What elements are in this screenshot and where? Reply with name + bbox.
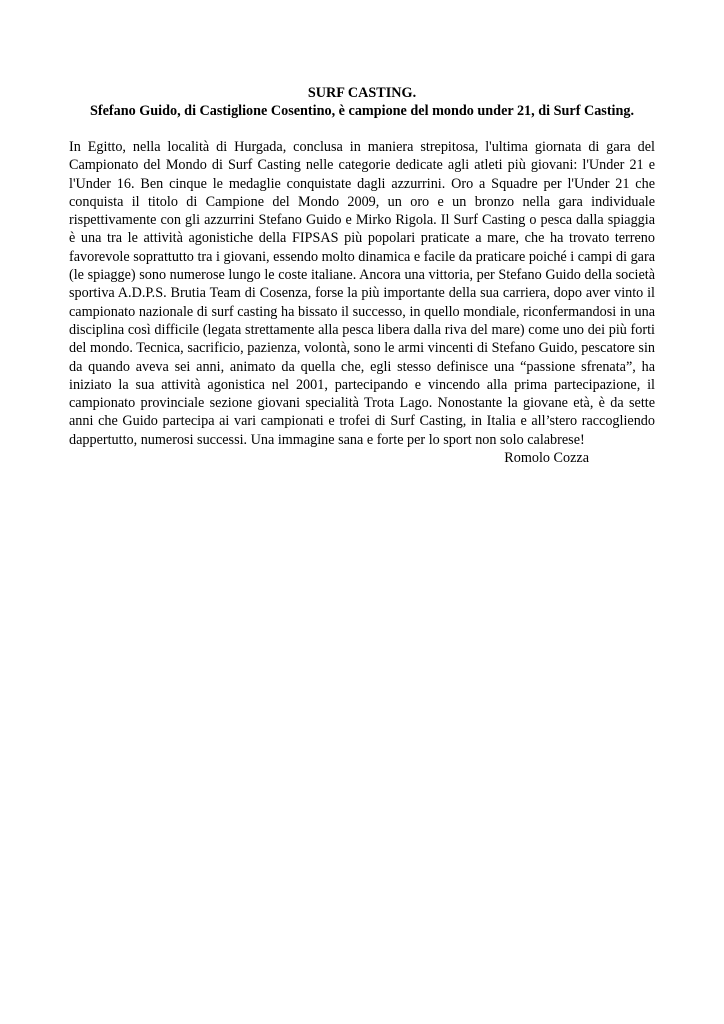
document-title: SURF CASTING. [307,85,417,101]
document-subtitle: Sfefano Guido, di Castiglione Cosentino, è campione del mondo under 21, di Surf Casting. [89,103,635,119]
article-body: In Egitto, nella località di Hurgada, conclusa in maniera strepitosa, l'ultima giornata di gara del Campionato del Mondo di Surf Casting nelle categorie dedicate agli atleti più giovani: l'Under 21 e l'Under 16. Ben cinque le medaglie conquistate dagli azzurrini. Oro a Squadre per l'Under 21 che conquista il titolo di Campione del Mondo 2009, un oro e un bronzo nella gara individuale rispettivamente con gli azzurrini Stefano Guido e Mirko Rigola. Il Surf Casting o pesca dalla spiaggia è una tra le attività agonistiche della FIPSAS più popolari praticate a mare, che ha trovato terreno favorevole soprattutto tra i giovani, essendo molto dinamica e facile da praticare poiché i campi di gara (le spiagge) sono numerose lungo le coste italiane. Ancora una vittoria, per Stefano Guido della società sportiva A.D.P.S. Brutia Team di Cosenza, forse la più importante della sua carriera, dopo aver vinto il campionato nazionale di surf casting ha bissato il successo, in quello mondiale, riconfermandosi in una disciplina così difficile (legata strettamente alla pesca libera dalla riva del mare) come uno dei più forti del mondo. Tecnica, sacrificio, pazienza, volontà, sono le armi vincenti di Stefano Guido, pescatore sin da quando aveva sei anni, animato da quella che, egli stesso definisce una “passione sfrenata”, ha iniziato la sua attività agonistica nel 2001, partecipando e vincendo alla prima partecipazione, il campionato provinciale sezione giovani specialità Trota Lago. Nonostante la giovane età, è da sette anni che Guido partecipa ai vari campionati e trofei di Surf Casting, in Italia e all’stero raccogliendo dappertutto, numerosi successi. Una immagine sana e forte per lo sport non solo calabrese! [69,139,655,448]
document-page [69,84,655,467]
author-signature: Romolo Cozza [504,450,589,467]
